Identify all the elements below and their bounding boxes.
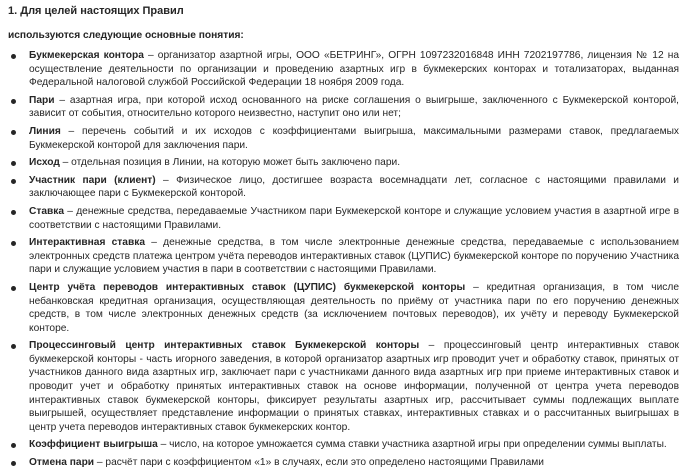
definition-item (8, 49, 679, 90)
term-name: Интерактивная ставка (29, 237, 145, 249)
bullet-icon (11, 161, 16, 166)
term-definition: – Физическое лицо, достигшее возраста восемнадцати лет, согласное с настоящими правилами и заключающее пари с Букмекерской конторой. (29, 174, 679, 200)
bullet-icon (11, 179, 16, 184)
term-definition: – кредитная организация, в том числе небанковская кредитная организация, осуществляющая деятельность по приёму от участника пари по его поручению денежных средств, в том числе электронных денежных средств (за исключением почтовых переводов), их учёту и переводу Букмекерской конторе. (29, 281, 679, 334)
term-name: Участник пари (клиент) (29, 174, 156, 186)
term-name: Линия (29, 125, 61, 137)
term-name: Отмена пари (29, 457, 95, 469)
bullet-icon (11, 130, 16, 135)
intro-text: используются следующие основные понятия: (8, 30, 244, 41)
term-definition: – азартная игра, при которой исход основанного на риске соглашения о выигрыше, заключенного с Букмекерской конторой, зависит от события, относительно которого неизвестно, наступит оно или нет; (29, 94, 679, 120)
term-definition: – перечень событий и их исходов с коэффициентами выигрыша, максимальными размерами ставок, предлагаемых Букмекерской конторой для заключения пари. (29, 125, 679, 151)
bullet-icon (11, 99, 16, 104)
bullet-icon (11, 461, 16, 466)
term-definition: – денежные средства, передаваемые Участником пари Букмекерской конторе и служащие условием участия в азартной игре в соответствии с настоящими Правилами. (29, 205, 679, 231)
bullet-icon (11, 344, 16, 349)
definition-item (8, 94, 679, 121)
term-name: Букмекерская контора (29, 50, 144, 61)
term-name: Процессинговый центр интерактивных ставок Букмекерской конторы (29, 340, 420, 352)
term-definition: – число, на которое умножается сумма ставки участника азартной игры при определении суммы выплаты. (157, 439, 667, 451)
bullet-icon (11, 54, 16, 59)
definition-item (8, 236, 679, 277)
bullet-icon (11, 241, 16, 246)
term-definition: – процессинговый центр интерактивных ставок букмекерской конторы - часть игорного заведения, в которой организатор азартных игр проводит учет и обработку ставок, принятых от участников данного вида азартных игр, заключает пари с участниками данного вида азартных игр при приеме интерактивных ставок и проводит учет и обработку принятых интерактивных ставок на основе информации, полученной от центра учета переводов интерактивных ставок букмекерской конторы, фиксирует результаты азартных игр, рассчитывает суммы подлежащих выплате выигрышей, осуществляет представление информации о принятых ставках, интерактивных ставках и о рассчитанных выигрышах в центр учета переводов интерактивных ставок букмекерских контор. (29, 340, 679, 433)
definition-item (8, 339, 679, 434)
bullet-icon (11, 210, 16, 215)
term-name: Центр учёта переводов интерактивных ставок (ЦУПИС) букмекерской конторы (29, 281, 466, 293)
term-name: Коэффициент выигрыша (29, 439, 158, 451)
definition-item (8, 174, 679, 201)
definition-item (8, 205, 679, 232)
term-name: Пари (29, 94, 55, 106)
term-definition: – организатор азартной игры, ООО «БЕТРИНГ», ОГРН 1097232016848 ИНН 7202197786, лицензия № 12 на осуществление деятельности по организации и проведению азартных игр в букмекерских конторах и тотализаторах, выданная Федеральной налоговой службой Российской Федерации 18 ноября 2009 года. (29, 50, 679, 89)
term-name: Ставка (29, 205, 65, 217)
term-name: Исход (29, 157, 60, 169)
definition-item (8, 281, 679, 335)
term-definition: – отдельная позиция в Линии, на которую может быть заключено пари. (59, 157, 401, 169)
definition-item (8, 156, 679, 170)
bullet-icon (11, 443, 16, 448)
definition-item (8, 438, 679, 452)
definition-item (8, 125, 679, 152)
term-definition: – денежные средства, в том числе электронные денежные средства, передаваемые с использованием электронных средств платежа центром учёта переводов интерактивных ставок (ЦУПИС) букмекерской конторе по поручению Участника пари и служащие условием участия в пари в соответствии с настоящими Правилами. (29, 237, 679, 276)
definition-item (8, 456, 679, 470)
bullet-icon (11, 286, 16, 291)
section-title: 1. Для целей настоящих Правил (8, 5, 184, 17)
definitions-list (8, 49, 679, 470)
term-definition: – расчёт пари с коэффициентом «1» в случаях, если это определено настоящими Правилами (94, 457, 545, 469)
